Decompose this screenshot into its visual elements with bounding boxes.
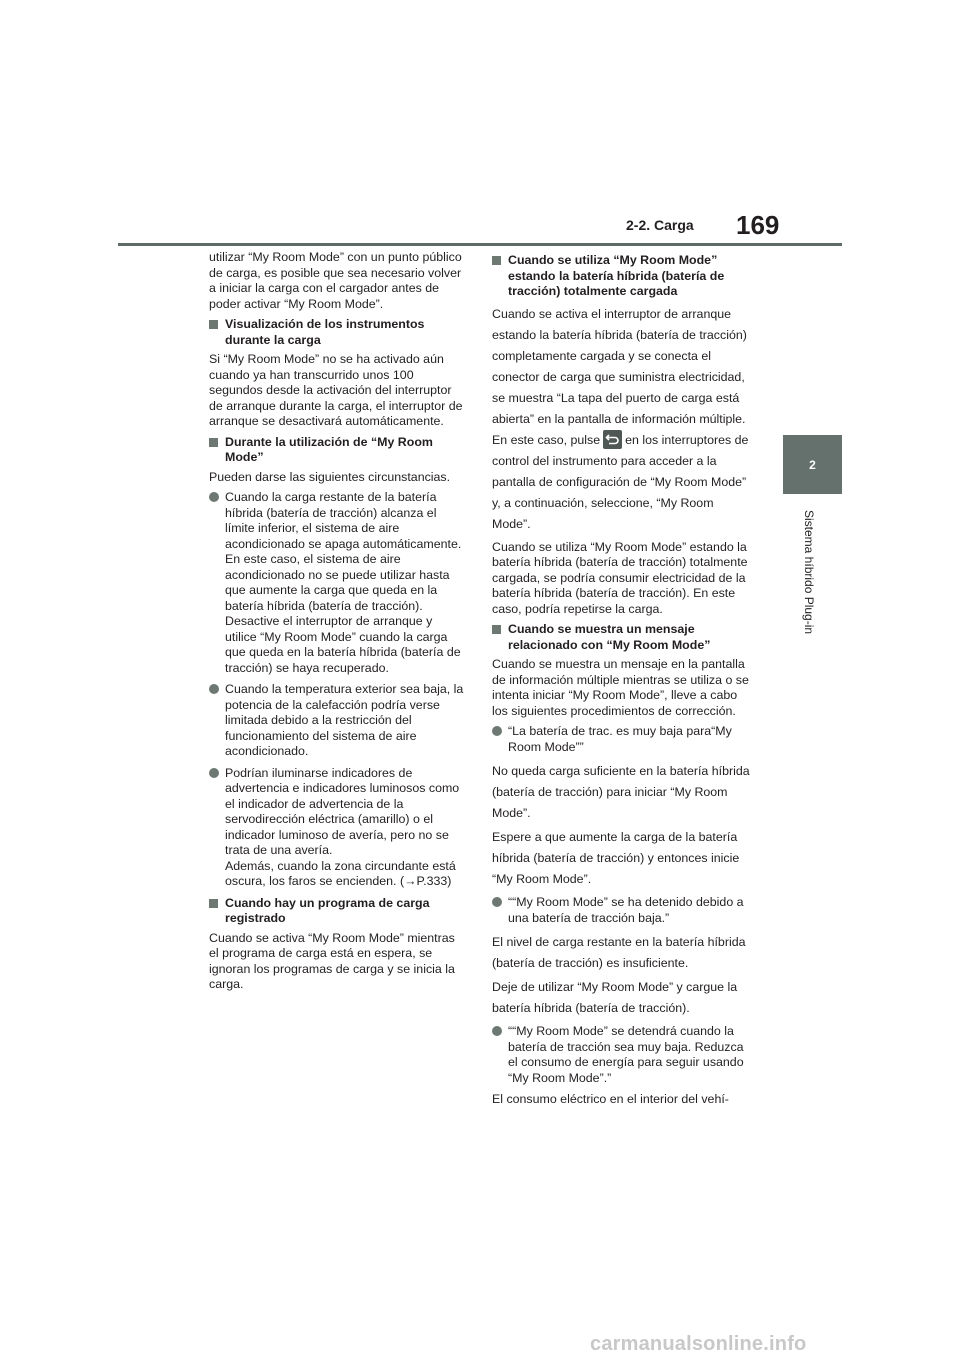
- header-rule: [118, 243, 842, 246]
- bullet-dot-icon: [492, 897, 502, 907]
- paragraph: Cuando se activa “My Room Mode” mientras el programa de carga está en espera, se ignoran los programas de carga y se inicia la carga.: [209, 930, 455, 991]
- bullet-item: ““My Room Mode” se ha detenido debido a una batería de tracción baja.”: [492, 895, 752, 926]
- bullet-dot-icon: [492, 726, 502, 736]
- section-heading: Visualización de los instrumentos durante la carga: [209, 317, 467, 348]
- page-number: 169: [736, 210, 780, 240]
- paragraph: Cuando se utiliza “My Room Mode” estando la batería híbrida (batería de tracción) totalmente cargada, se podría consumir electricidad de la batería híbrida (batería de tracción). En este caso, podría repetirse la carga.: [492, 539, 748, 616]
- paragraph: No queda carga suficiente en la batería híbrida (batería de tracción) para iniciar “My Room Mode”.: [492, 764, 750, 820]
- paragraph: El nivel de carga restante en la batería híbrida (batería de tracción) es insuficiente.: [492, 935, 746, 970]
- bullet-dot-icon: [209, 768, 219, 778]
- bullet-dot-icon: [209, 492, 219, 502]
- bullet-item: Cuando la carga restante de la batería híbrida (batería de tracción) alcanza el límite inferior, el sistema de aire acondicionado se apaga automáticamente. En este caso, el sistema de aire acondicionado no se puede utilizar hasta que aumente la carga que queda en la batería híbrida (batería de tracción). Desactive el interruptor de arranque y utilice “My Room Mode” cuando la carga que queda en la batería híbrida (batería de tracción) se haya recuperado.: [209, 490, 467, 676]
- bullet-item: Cuando la temperatura exterior sea baja, la potencia de la calefacción podría verse limitada debido a la restricción del funcionamiento del sistema de aire acondicionado.: [209, 682, 467, 760]
- paragraph: Deje de utilizar “My Room Mode” y cargue la batería híbrida (batería de tracción).: [492, 980, 738, 1015]
- bullet-item: Podrían iluminarse indicadores de advertencia e indicadores luminosos como el indicador de advertencia de la servodirección eléctrica (amarillo) o el indicador luminoso de avería, pero no se trata de una avería. Además, cuando la zona circundante está oscura, los faros se encienden. (→P.333): [209, 766, 467, 890]
- bullet-item: “La batería de trac. es muy baja para“My Room Mode””: [492, 724, 752, 755]
- section-square-icon: [492, 625, 501, 634]
- paragraph: Cuando se activa el interruptor de arranque estando la batería híbrida (batería de tracción) completamente cargada y se conecta el conector de carga que suministra electricidad, se muestra “La tapa del puerto de carga está abierta” en la pantalla de información múltiple. En este caso, pulse en los interruptores de control del instrumento para acceder a la pantalla de configuración de “My Room Mode” y, a continuación, seleccione, “My Room Mode”.: [492, 306, 749, 531]
- section-heading: Cuando hay un programa de carga registrado: [209, 896, 467, 927]
- right-column: [492, 250, 752, 1113]
- section-heading: Durante la utilización de “My Room Mode”: [209, 435, 467, 466]
- paragraph: Espere a que aumente la carga de la batería híbrida (batería de tracción) y entonces inicie “My Room Mode”.: [492, 830, 740, 886]
- back-button-icon: [603, 430, 622, 449]
- section-square-icon: [209, 438, 218, 447]
- paragraph: Cuando se muestra un mensaje en la pantalla de información múltiple mientras se utiliza o se intenta iniciar “My Room Mode”, lleve a cabo los siguientes procedimientos de corrección.: [492, 657, 749, 718]
- chapter-number: 2: [809, 457, 816, 472]
- section-square-icon: [209, 320, 218, 329]
- section-square-icon: [492, 256, 501, 265]
- bullet-dot-icon: [209, 684, 219, 694]
- chapter-tab: [783, 435, 842, 494]
- section-heading: Cuando se utiliza “My Room Mode” estando la batería híbrida (batería de tracción) totalmente cargada: [492, 253, 752, 300]
- section-square-icon: [209, 899, 218, 908]
- paragraph: Pueden darse las siguientes circunstancias.: [209, 469, 451, 484]
- bullet-dot-icon: [492, 1026, 502, 1036]
- left-column: [209, 250, 467, 998]
- paragraph: El consumo eléctrico en el interior del vehí-: [492, 1092, 729, 1106]
- intro-paragraph: utilizar “My Room Mode” con un punto público de carga, es posible que sea necesario volver a iniciar la carga con el cargador antes de poder activar “My Room Mode”.: [209, 250, 462, 311]
- section-heading: Cuando se muestra un mensaje relacionado con “My Room Mode”: [492, 622, 752, 653]
- bullet-item: ““My Room Mode” se detendrá cuando la batería de tracción sea muy baja. Reduzca el consumo de energía para seguir usando “My Room Mode”.”: [492, 1024, 752, 1086]
- chapter-title: Sistema híbrido Plug-in: [802, 510, 816, 635]
- section-title: 2-2. Carga: [626, 217, 694, 233]
- paragraph: Si “My Room Mode” no se ha activado aún cuando ya han transcurrido unos 100 segundos desde la activación del interruptor de arranque durante la carga, el interruptor de arranque se desactivará automáticamente.: [209, 352, 463, 428]
- watermark: carmanualsonline.info: [590, 1333, 807, 1355]
